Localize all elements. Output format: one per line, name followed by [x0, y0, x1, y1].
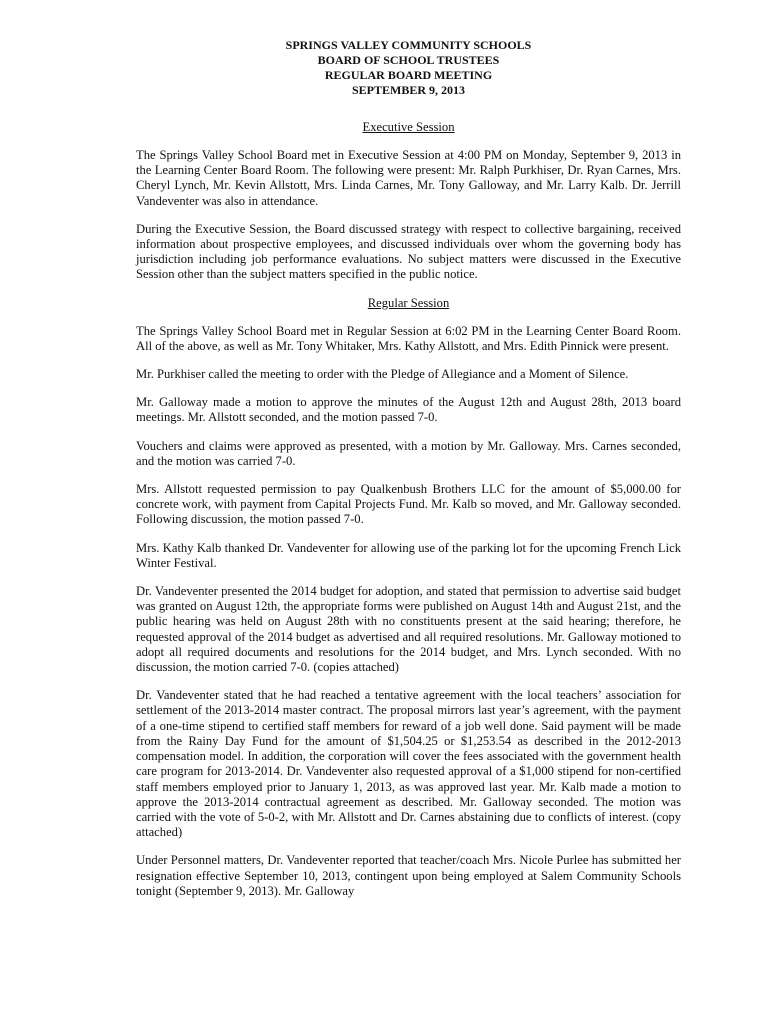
regular-session-paragraph: Mrs. Kathy Kalb thanked Dr. Vandeventer for allowing use of the parking lot for the upcoming French Lick Winter Festival.: [136, 540, 681, 570]
regular-session-paragraph: Under Personnel matters, Dr. Vandeventer reported that teacher/coach Mrs. Nicole Purlee has submitted her resignation effective September 10, 2013, contingent upon being employed at Salem Community Schools tonight (September 9, 2013). Mr. Galloway: [136, 853, 681, 898]
regular-session-paragraph: The Springs Valley School Board met in Regular Session at 6:02 PM in the Learning Center Board Room. All of the above, as well as Mr. Tony Whitaker, Mrs. Kathy Allstott, and Mrs. Edith Pinnick were present.: [136, 323, 681, 353]
regular-session-paragraph: Dr. Vandeventer presented the 2014 budget for adoption, and stated that permission to advertise said budget was granted on August 12th, the appropriate forms were published on August 14th and August 21st, and the public hearing was held on August 28th with no constituents present at the said hearing; therefore, he requested approval of the 2014 budget as advertised and all required resolutions. Mr. Galloway motioned to adopt all required documents and resolutions for the 2014 budget, and Mrs. Lynch seconded. With no discussion, the motion carried 7-0. (copies attached): [136, 584, 681, 675]
executive-session-paragraph: During the Executive Session, the Board discussed strategy with respect to collective bargaining, received information about prospective employees, and discussed individuals over whom the governing body has jurisdiction including job performance evaluations. No subject matters were discussed in the Executive Session other than the subject matters specified in the public notice.: [136, 221, 681, 282]
document-header: [136, 38, 681, 98]
regular-session-paragraph: Dr. Vandeventer stated that he had reached a tentative agreement with the local teachers’ association for settlement of the 2013-2014 master contract. The proposal mirrors last year’s agreement, with the payment of a one-time stipend to certified staff members for reward of a job well done. Said payment will be made from the Rainy Day Fund for the amount of $1,504.25 or $1,253.54 as described in the 2012-2013 compensation model. In addition, the corporation will cover the fees associated with the government health care program for 2013-2014. Dr. Vandeventer also requested approval of a $1,000 stipend for non-certified staff members employed prior to January 1, 2013, as was approved last year. Mr. Kalb made a motion to approve the 2013-2014 contractual agreement as described. Mr. Galloway seconded. The motion was carried with the vote of 5-0-2, with Mr. Allstott and Dr. Carnes abstaining due to conflicts of interest. (copy attached): [136, 688, 681, 840]
regular-session-paragraph: Vouchers and claims were approved as presented, with a motion by Mr. Galloway. Mrs. Carnes seconded, and the motion was carried 7-0.: [136, 438, 681, 468]
regular-session-paragraph: Mr. Purkhiser called the meeting to order with the Pledge of Allegiance and a Moment of Silence.: [136, 367, 629, 382]
regular-session-heading: Regular Session: [367, 295, 450, 310]
header-line-date: SEPTEMBER 9, 2013: [351, 83, 465, 97]
regular-session-paragraph: Mrs. Allstott requested permission to pay Qualkenbush Brothers LLC for the amount of $5,000.00 for concrete work, with payment from Capital Projects Fund. Mr. Kalb so moved, and Mr. Galloway seconded. Following discussion, the motion passed 7-0.: [136, 482, 681, 527]
header-line-board: BOARD OF SCHOOL TRUSTEES: [317, 53, 500, 67]
header-line-district: SPRINGS VALLEY COMMUNITY SCHOOLS: [285, 38, 532, 52]
document-page: [136, 38, 681, 912]
executive-session-heading: Executive Session: [362, 120, 455, 134]
header-line-meeting-type: REGULAR BOARD MEETING: [324, 68, 493, 82]
executive-session-paragraph: The Springs Valley School Board met in Executive Session at 4:00 PM on Monday, September 9, 2013 in the Learning Center Board Room. The following were present: Mr. Ralph Purkhiser, Dr. Ryan Carnes, Mrs. Cheryl Lynch, Mr. Kevin Allstott, Mrs. Linda Carnes, Mr. Tony Galloway, and Mr. Larry Kalb. Dr. Jerrill Vandeventer was also in attendance.: [136, 148, 681, 208]
regular-session-paragraph: Mr. Galloway made a motion to approve the minutes of the August 12th and August 28th, 2013 board meetings. Mr. Allstott seconded, and the motion passed 7-0.: [136, 395, 681, 425]
